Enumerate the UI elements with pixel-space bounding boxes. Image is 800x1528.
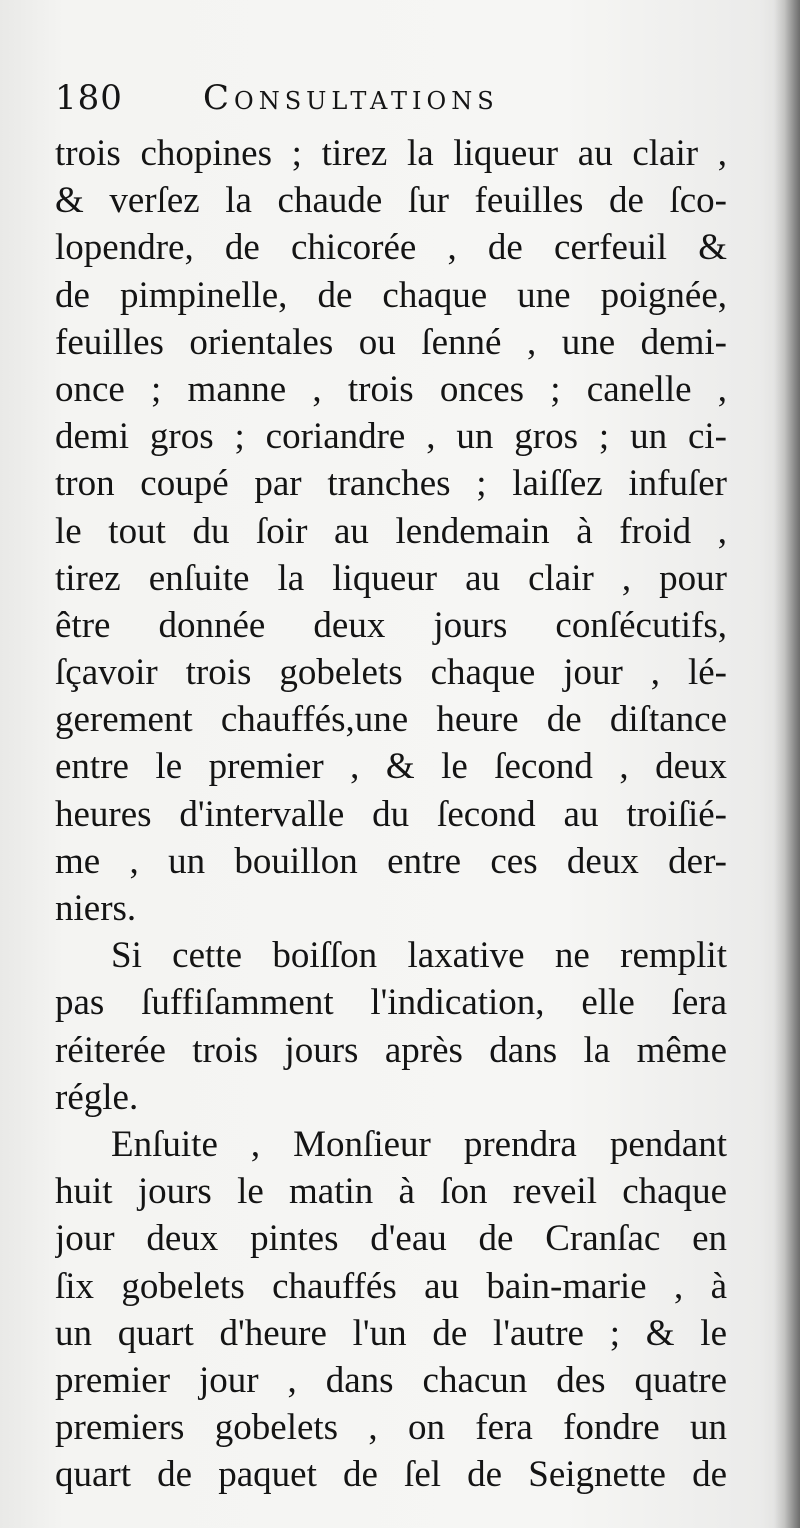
paragraph-start-line: Enſuite , Monſieur prendra pendant	[111, 1123, 727, 1165]
text-line: tirez enſuite la liqueur au clair , pour	[55, 557, 727, 599]
text-line: once ; manne , trois onces ; canelle ,	[55, 368, 727, 410]
text-line: & verſez la chaude ſur feuilles de ſco-	[55, 180, 727, 222]
text-line: gerement chauffés,une heure de diſtance	[55, 699, 727, 741]
text-line: feuilles orientales ou ſenné , une demi-	[55, 321, 727, 363]
text-line: le tout du ſoir au lendemain à froid ,	[55, 510, 727, 552]
text-line: un quart d'heure l'un de l'autre ; & le	[55, 1312, 727, 1354]
text-line: tron coupé par tranches ; laiſſez infuſer	[55, 463, 727, 505]
text-line: demi gros ; coriandre , un gros ; un ci-	[55, 416, 727, 458]
text-line: trois chopines ; tirez la liqueur au clair ,	[55, 133, 727, 174]
text-line: huit jours le matin à ſon reveil chaque	[55, 1171, 727, 1213]
page-edge-shadow	[774, 0, 800, 1528]
text-line: quart de paquet de ſel de Seignette de	[55, 1454, 727, 1496]
text-line: ſix gobelets chauffés au bain-marie , à	[55, 1265, 727, 1307]
text-line: me , un bouillon entre ces deux der-	[55, 840, 727, 882]
text-line: lopendre, de chicorée , de cerfeuil &	[55, 227, 727, 269]
paragraph-start-line: Si cette boiſſon laxative ne remplit	[111, 935, 727, 977]
body-text	[55, 130, 727, 1498]
running-head: Consultations	[203, 78, 499, 118]
text-line: niers.	[55, 888, 137, 929]
text-line: entre le premier , & le ſecond , deux	[55, 746, 727, 788]
text-line: pas ſuffiſamment l'indication, elle ſera	[55, 982, 727, 1024]
page-header	[55, 78, 755, 128]
page-number: 180	[55, 78, 123, 118]
text-line: réiterée trois jours après dans la même	[55, 1029, 727, 1071]
text-line: être donnée deux jours conſécutifs,	[55, 604, 727, 646]
text-line: premiers gobelets , on fera fondre un	[55, 1407, 727, 1449]
text-line: jour deux pintes d'eau de Cranſac en	[55, 1218, 727, 1260]
text-line: régle.	[55, 1076, 139, 1118]
text-line: premier jour , dans chacun des quatre	[55, 1359, 727, 1401]
text-line: heures d'intervalle du ſecond au troiſié-	[55, 793, 727, 835]
text-line: ſçavoir trois gobelets chaque jour , lé-	[55, 652, 727, 694]
text-line: de pimpinelle, de chaque une poignée,	[55, 274, 727, 316]
